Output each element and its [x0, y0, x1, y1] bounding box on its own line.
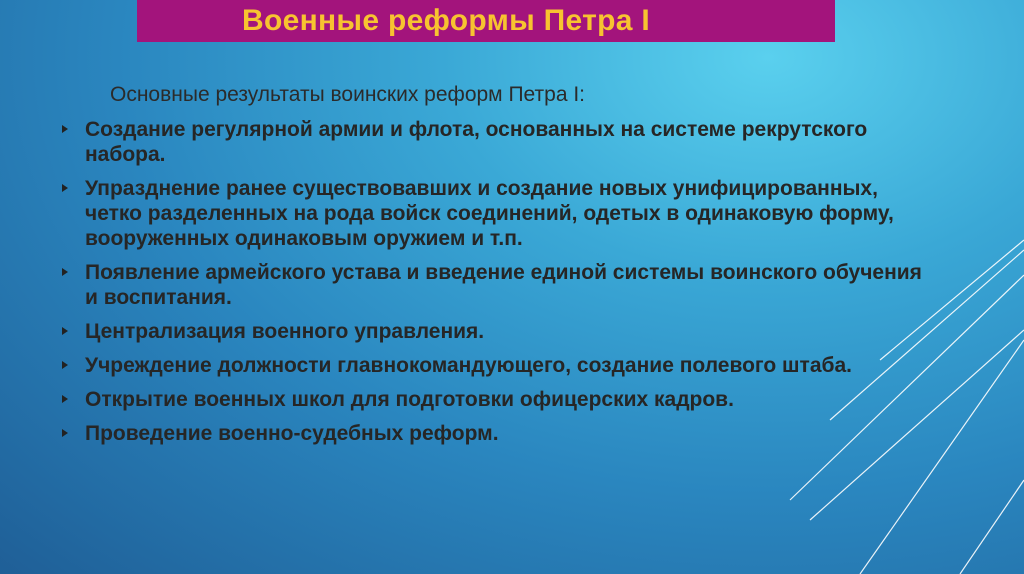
- bullet-text: Появление армейского устава и введение единой системы воинского обучения и воспитания.: [85, 261, 922, 309]
- decor-line: [790, 275, 1024, 500]
- bullet-text: Централизация военного управления.: [85, 320, 485, 343]
- intro-text: Основные результаты воинских реформ Петра I:: [110, 83, 586, 106]
- bullet-text: Упразднение ранее существовавших и создание новых унифицированных, четко разделенных на рода войск соединений, одетых в одинаковую форму, вооруженных одинаковым оружием и т.п.: [85, 177, 894, 250]
- bullet-text: Открытие военных школ для подготовки офицерских кадров.: [85, 388, 734, 411]
- bullet-text: Проведение военно-судебных реформ.: [85, 422, 499, 445]
- decor-line: [810, 330, 1024, 520]
- decor-line: [960, 480, 1024, 574]
- decor-line: [860, 340, 1024, 574]
- decor-line: [830, 250, 1024, 420]
- bullet-text: Создание регулярной армии и флота, основанных на системе рекрутского набора.: [85, 118, 868, 166]
- slide-title: Военные реформы Петра I: [242, 4, 650, 37]
- decor-line: [880, 240, 1024, 360]
- bullet-text: Учреждение должности главнокомандующего, создание полевого штаба.: [85, 354, 852, 377]
